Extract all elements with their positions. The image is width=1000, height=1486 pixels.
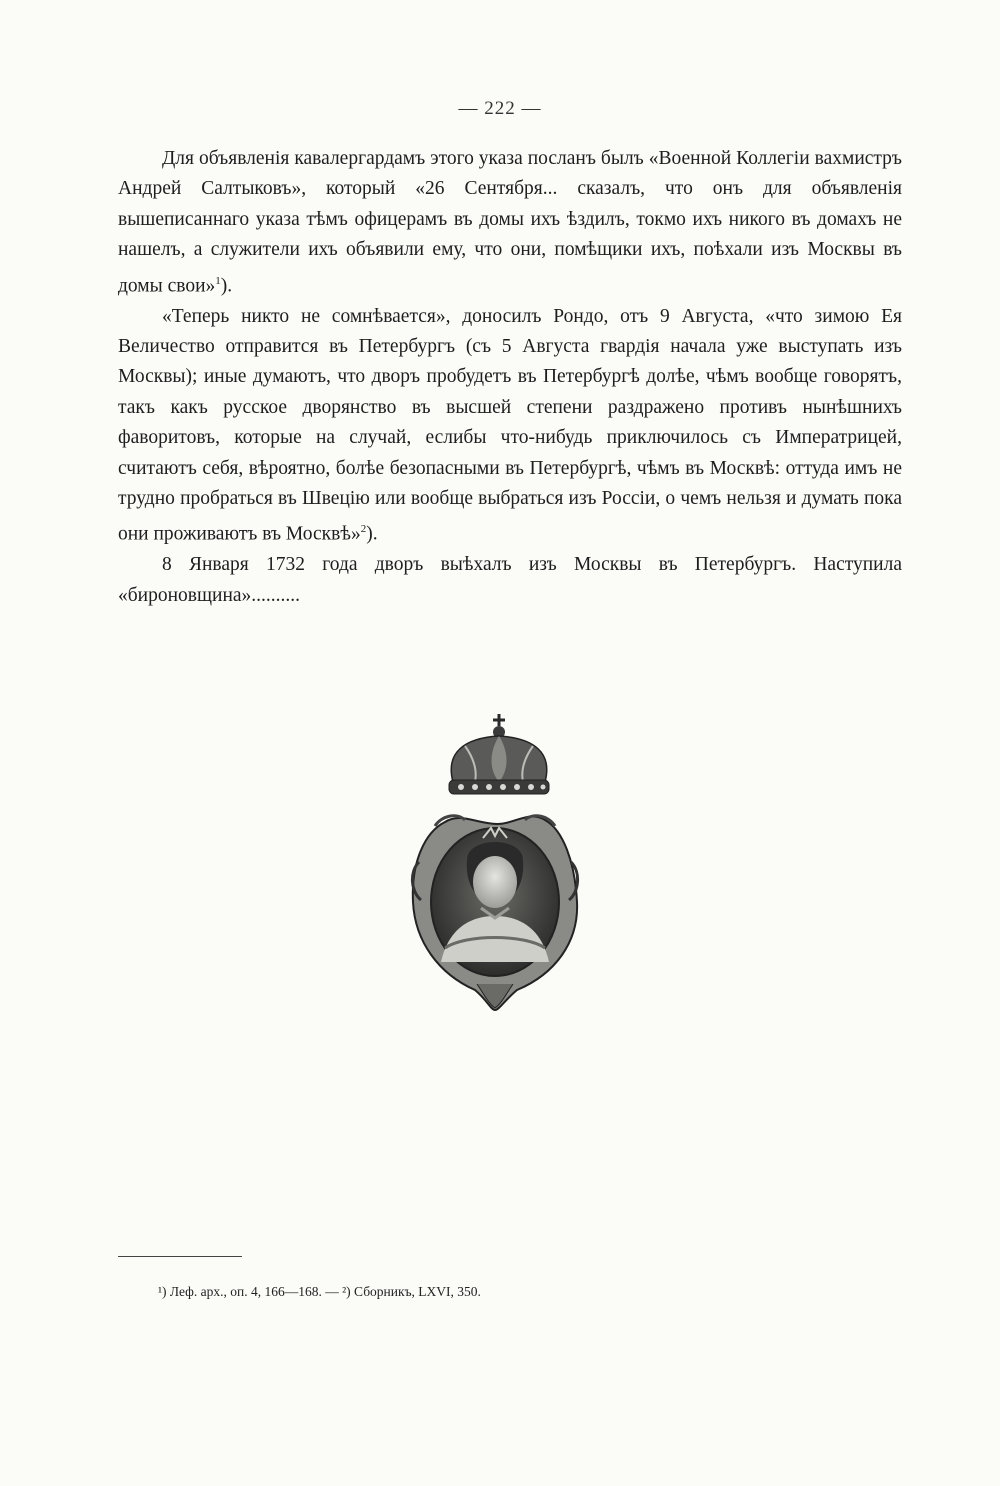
paragraph-1-text: Для объявленія кавалергардамъ этого указа посланъ былъ «Военной Коллегіи вахмистръ Андрей Салтыковъ», который «26 Сентября... сказалъ, что онъ для объявленія вышеписаннаго указа тѣмъ офицерамъ въ домы ихъ ѣздилъ, токмо ихъ никого въ домахъ не нашелъ, а служители ихъ объявили ему, что они, помѣщики ихъ, поѣхали изъ Москвы въ домы свои» bbox=[118, 148, 902, 297]
footnote-ref-2[interactable]: 2 bbox=[360, 523, 367, 536]
paragraph-3-text: 8 Января 1732 года дворъ выѣхалъ изъ Москвы въ Петербургъ. Наступила «бироновщина».......... bbox=[118, 554, 902, 606]
main-text bbox=[118, 144, 902, 611]
paragraph-1 bbox=[118, 144, 902, 302]
crowned-portrait-cartouche bbox=[405, 712, 585, 1012]
paragraph-2-text: «Теперь никто не сомнѣвается», доносилъ Рондо, отъ 9 Августа, «что зимою Ея Величество отправится въ Петербургъ (съ 5 Августа гвардія начала уже выступать изъ Москвы); иные думаютъ, что дворъ пробудетъ въ Петербургѣ долѣе, чѣмъ вообще говорятъ, такъ какъ русское дворянство въ высшей степени раздражено противъ нынѣшнихъ фаворитовъ, которые на случай, еслибы что-нибудь приключилось съ Императрицей, считаютъ себя, вѣроятно, болѣе безопасными въ Петербургѣ, чѣмъ въ Москвѣ: оттуда имъ не трудно пробраться въ Швецію или вообще выбраться изъ Россіи, о чемъ нельзя и думать пока они проживаютъ въ Москвѣ» bbox=[118, 305, 902, 545]
page-number: — 222 — bbox=[458, 98, 542, 119]
paragraph-1-end: ). bbox=[220, 275, 233, 297]
footnote-rule bbox=[118, 1256, 242, 1257]
paragraph-3 bbox=[118, 550, 902, 611]
paragraph-2 bbox=[118, 302, 902, 551]
footnotes: ¹) Леф. арх., оп. 4, 166—168. — ²) Сборникъ, LXVI, 350. bbox=[158, 1284, 481, 1299]
crown-icon bbox=[449, 714, 549, 794]
paragraph-2-end: ). bbox=[366, 523, 378, 545]
footnote-ref-1[interactable]: 1 bbox=[215, 274, 221, 287]
